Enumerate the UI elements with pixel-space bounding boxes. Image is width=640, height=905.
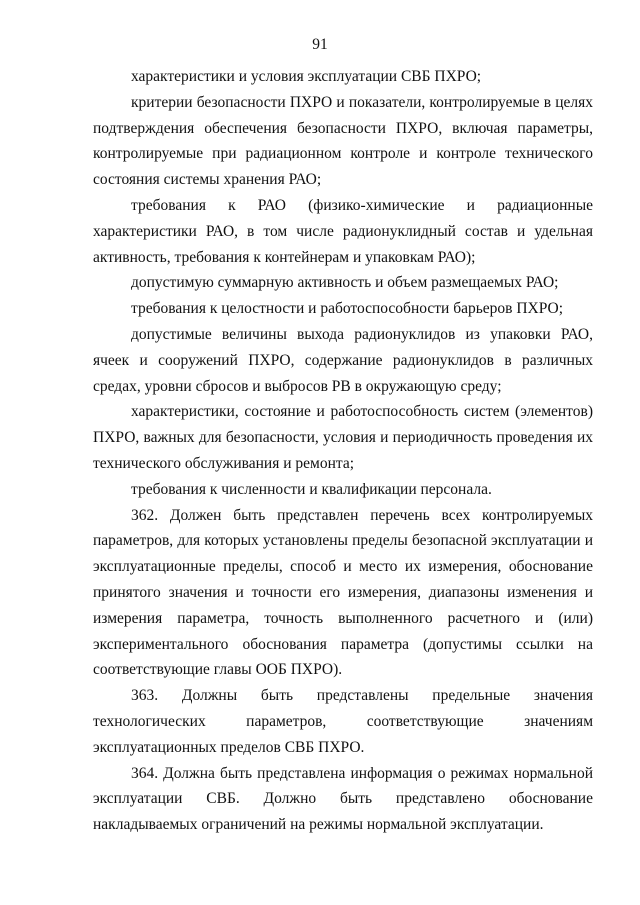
paragraph-rao-requirements: требования к РАО (физико-химические и радиационные характеристики РАО, в том числе радионуклидный состав и удельная активность, требования к контейнерам и упаковкам РАО); [93,196,593,266]
paragraph-personnel-requirements: требования к численности и квалификации персонала. [131,480,492,498]
document-body [93,64,593,838]
paragraph-item-363: 363. Должны быть представлены предельные значения технологических параметров, соответствующие значениям эксплуатационных пределов СВБ ПХРО. [93,687,593,756]
paragraph-item-364: 364. Должна быть представлена информация о режимах нормальной эксплуатации СВБ. Должно быть представлено обоснование накладываемых ограничений на режимы нормальной эксплуатации. [93,764,593,834]
paragraph-safety-criteria: критерии безопасности ПХРО и показатели, контролируемые в целях подтверждения обеспечения безопасности ПХРО, включая параметры, контролируемые при радиационном контроле и контроле технического состояния системы хранения РАО; [93,93,593,189]
paragraph-radionuclide-release: допустимые величины выхода радионуклидов из упаковки РАО, ячеек и сооружений ПХРО, содержание радионуклидов в различных средах, уровни сбросов и выбросов РВ в окружающую среду; [93,325,593,395]
paragraph-system-characteristics: характеристики, состояние и работоспособность систем (элементов) ПХРО, важных для безопасности, условия и периодичность проведения их технического обслуживания и ремонта; [93,403,593,472]
paragraph-total-activity: допустимую суммарную активность и объем размещаемых РАО; [131,274,559,292]
paragraph-barrier-integrity: требования к целостности и работоспособности барьеров ПХРО; [131,300,564,318]
paragraph-item-362: 362. Должен быть представлен перечень всех контролируемых параметров, для которых установлены пределы безопасной эксплуатации и эксплуатационные пределы, способ и место их измерения, обоснование принятого значения и точности его измерения, диапазоны изменения и измерения параметра, точность выполненного расчетного и (или) экспериментального обоснования параметра (допустимы ссылки на соответствующие главы ООБ ПХРО). [93,506,593,679]
paragraph-operating-conditions: характеристики и условия эксплуатации СВБ ПХРО; [131,68,482,85]
page-number: 91 [312,36,328,53]
